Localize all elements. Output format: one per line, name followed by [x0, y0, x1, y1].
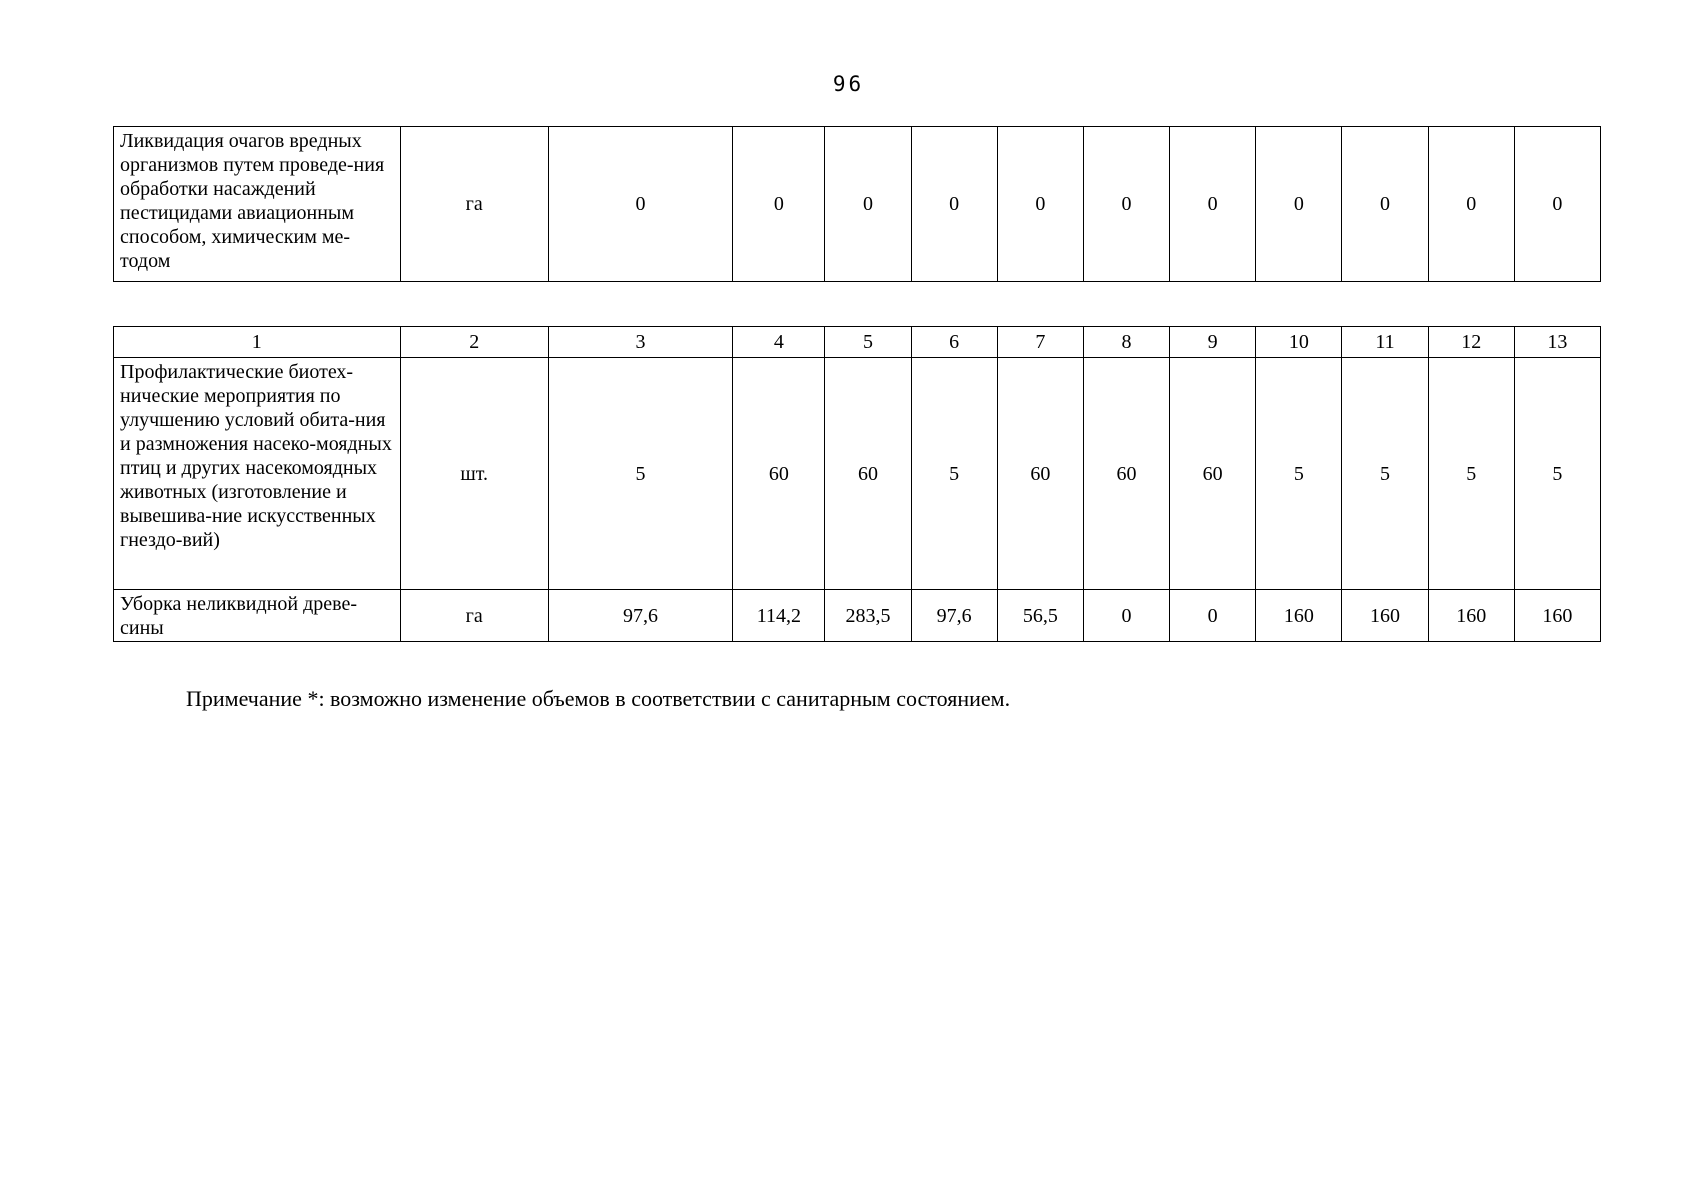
- row-value: 5: [1256, 358, 1342, 590]
- row-value: 60: [733, 358, 825, 590]
- row-value: 0: [1083, 127, 1169, 282]
- column-number: 5: [825, 327, 911, 358]
- page-number: 96: [832, 72, 865, 96]
- footnote: Примечание *: возможно изменение объемов в соответствии с санитарным состоянием.: [186, 686, 1011, 711]
- column-number: 9: [1170, 327, 1256, 358]
- row-value: 0: [1083, 590, 1169, 642]
- row-value: 5: [911, 358, 997, 590]
- column-number: 8: [1083, 327, 1169, 358]
- row-name: Ликвидация очагов вредных организмов путем проведе-ния обработки насаждений пестицидами авиационным способом, химическим ме-тодом: [114, 127, 401, 282]
- row-value: 0: [911, 127, 997, 282]
- column-number: 10: [1256, 327, 1342, 358]
- row-value: 60: [1170, 358, 1256, 590]
- row-value: 114,2: [733, 590, 825, 642]
- row-value: 160: [1428, 590, 1514, 642]
- table-header-row: [114, 327, 1601, 358]
- table-row: [114, 127, 1601, 282]
- table-row: [114, 590, 1601, 642]
- table-row: [114, 358, 1601, 590]
- column-number: 1: [114, 327, 401, 358]
- column-number: 12: [1428, 327, 1514, 358]
- row-value: 0: [997, 127, 1083, 282]
- column-number: 2: [400, 327, 548, 358]
- row-value: 160: [1256, 590, 1342, 642]
- row-value: 0: [1428, 127, 1514, 282]
- row-value: 5: [548, 358, 732, 590]
- row-value: 160: [1342, 590, 1428, 642]
- row-value: 5: [1428, 358, 1514, 590]
- row-value: 0: [1514, 127, 1600, 282]
- row-name: Профилактические биотех-нические мероприятия по улучшению условий обита-ния и размножения насеко-моядных птиц и других насекомоядных животных (изготовление и вывешива-ние искусственных гнездо-вий): [114, 358, 401, 590]
- row-value: 97,6: [548, 590, 732, 642]
- row-value: 60: [997, 358, 1083, 590]
- row-value: 283,5: [825, 590, 911, 642]
- column-number: 6: [911, 327, 997, 358]
- row-value: 0: [733, 127, 825, 282]
- row-unit: га: [400, 127, 548, 282]
- row-value: 97,6: [911, 590, 997, 642]
- row-value: 0: [1170, 127, 1256, 282]
- row-name: Уборка неликвидной древе-сины: [114, 590, 401, 642]
- column-number: 4: [733, 327, 825, 358]
- row-value: 0: [1256, 127, 1342, 282]
- column-number: 13: [1514, 327, 1600, 358]
- row-value: 56,5: [997, 590, 1083, 642]
- table-main: [113, 326, 1601, 642]
- row-value: 0: [825, 127, 911, 282]
- row-value: 0: [1170, 590, 1256, 642]
- column-number: 3: [548, 327, 732, 358]
- row-value: 160: [1514, 590, 1600, 642]
- row-value: 0: [548, 127, 732, 282]
- row-unit: га: [400, 590, 548, 642]
- row-value: 60: [1083, 358, 1169, 590]
- column-number: 11: [1342, 327, 1428, 358]
- row-value: 0: [1342, 127, 1428, 282]
- row-unit: шт.: [400, 358, 548, 590]
- column-number: 7: [997, 327, 1083, 358]
- table-continuation: [113, 126, 1601, 282]
- row-value: 60: [825, 358, 911, 590]
- row-value: 5: [1342, 358, 1428, 590]
- row-value: 5: [1514, 358, 1600, 590]
